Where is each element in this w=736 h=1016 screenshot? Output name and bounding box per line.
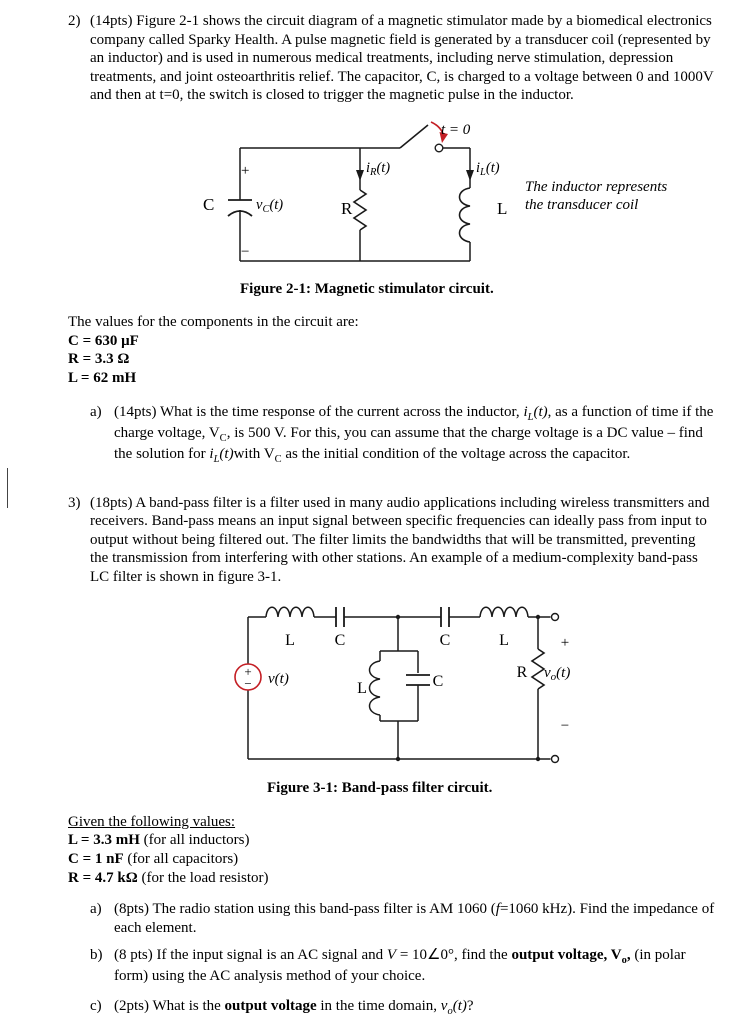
switch-time-label: t = 0 [441, 121, 471, 138]
problem-3-part-b [90, 946, 716, 986]
problem-2-intro: (14pts) Figure 2-1 shows the circuit diagram of a magnetic stimulator made by a biomedical electronics company called Sparky Health. A pulse magnetic field is generated by a transducer coil (represented by an inductor) and is used in numerous medical treatments, including nerve stimulation, depression treatments, and joint osteoarthritis relief. The capacitor, C, is charged to a voltage between 0 and 1000V and then at t=0, the switch is closed to trigger the magnetic pulse in the inductor. [90, 13, 714, 104]
component-values-2 [68, 313, 716, 387]
part-label: a) [90, 403, 102, 420]
problem-3-number: 3) [68, 494, 81, 511]
capacitor-voltage-label: $v_C(t)$ [256, 196, 284, 215]
problem-2 [68, 12, 716, 466]
values-intro: The values for the components in the circuit are: [68, 314, 359, 331]
voltage-source [235, 664, 261, 691]
problem-3-part-a [90, 900, 716, 937]
inductor-label-top-left: L [285, 631, 295, 649]
given-line: C = 1 nF (for all capacitors) [68, 850, 239, 867]
inductor-symbol-top-right [480, 607, 528, 617]
resistor-symbol [532, 649, 544, 689]
capacitor-label-top-left: C [334, 631, 346, 649]
part-label: b) [90, 947, 103, 964]
inductor-symbol-top-left [266, 607, 314, 617]
figure-2-1 [195, 118, 716, 274]
resistor-symbol [354, 190, 366, 230]
capacitor-label-top-right: C [439, 631, 451, 649]
figure-2-1-circuit [195, 118, 675, 268]
inductor-symbol-middle [370, 661, 381, 715]
figure-2-1-caption: Figure 2-1: Magnetic stimulator circuit. [240, 280, 494, 297]
inductor-name-label: L [497, 198, 508, 218]
source-voltage-label: v(t) [268, 670, 289, 687]
given-line: R = 4.7 kΩ (for the load resistor) [68, 869, 269, 886]
il-arrowhead [466, 170, 474, 181]
given-values-3 [68, 813, 716, 887]
output-voltage-label: $v_o(t)$ [544, 664, 571, 683]
problem-2-number: 2) [68, 13, 81, 29]
part-text: (2pts) What is the output voltage in the time domain, $v_o(t)$? [114, 997, 474, 1016]
ir-arrowhead [356, 170, 364, 181]
part-text: (8 pts) If the input signal is an AC signal and V = 10∠0°, find the output voltage, $V_o$, (in polar form) using the AC analysis method of your choice. [114, 947, 686, 985]
value-line: L = 62 mH [68, 369, 137, 386]
problem-3-intro: (18pts) A band-pass filter is a filter used in many audio applications including wireless transmitters and receivers. Band-pass means an input signal between specific frequencies can ideally pass from input to output without being filtered out. The filter limits the bandwidths that will be transmitted, preventing the transmission from interfering with other stations. An example of a medium-complexity band-pass LC filter is shown in figure 3-1. [90, 494, 710, 585]
inductor-label-top-right: L [499, 631, 509, 649]
part-text: (14pts) What is the time response of the current across the inductor, $i_L(t)$, as a function of time if the charge voltage, $V_C$, is 500 V. For this, you can assume that the charge voltage is a DC value – find the solution for $i_L(t)with$ $V_C$ as the initial condition of the voltage across the capacitor. [114, 403, 714, 465]
inductor-symbol [460, 188, 471, 242]
capacitor-symbol-top-right [441, 607, 449, 627]
output-minus-label: − [560, 717, 570, 734]
inductor-current-label: $i_L(t)$ [476, 159, 500, 178]
problem-2-part-a [90, 403, 716, 466]
resistor-label: R [516, 663, 528, 681]
capacitor-name-label: C [203, 194, 215, 214]
problem-3-part-c [90, 997, 716, 1016]
source-plus-label: + [244, 663, 252, 679]
source-minus-label: − [244, 675, 252, 691]
value-line: C = 630 μF [68, 332, 139, 349]
output-plus-label: + [560, 634, 570, 651]
capacitor-minus-label: − [241, 243, 250, 260]
capacitor-plus-label: + [241, 162, 250, 179]
value-line: R = 3.3 Ω [68, 351, 130, 368]
part-text: (8pts) The radio station using this band-pass filter is AM 1060 (f=1060 kHz). Find the impedance of each element. [114, 901, 715, 936]
part-label: c) [90, 997, 102, 1014]
inductor-label-middle: L [357, 679, 367, 697]
figure-3-1 [228, 589, 716, 773]
capacitor-symbol-middle [406, 675, 430, 685]
given-intro: Given the following values: [68, 813, 236, 830]
resistor-current-label: $i_R(t)$ [366, 159, 391, 178]
part-label: a) [90, 901, 102, 918]
inductor-note-line2: the transducer coil [525, 196, 639, 213]
inductor-note-line1: The inductor represents [525, 178, 668, 195]
capacitor-symbol-top-left [336, 607, 344, 627]
output-terminals [552, 613, 559, 762]
resistor-name-label: R [341, 198, 353, 218]
figure-3-1-circuit [228, 589, 588, 767]
figure-3-1-caption: Figure 3-1: Band-pass filter circuit. [267, 780, 493, 797]
given-line: L = 3.3 mH (for all inductors) [68, 832, 250, 849]
problem-3 [68, 494, 716, 1016]
capacitor-label-middle: C [432, 672, 444, 690]
left-margin-mark [7, 468, 8, 508]
